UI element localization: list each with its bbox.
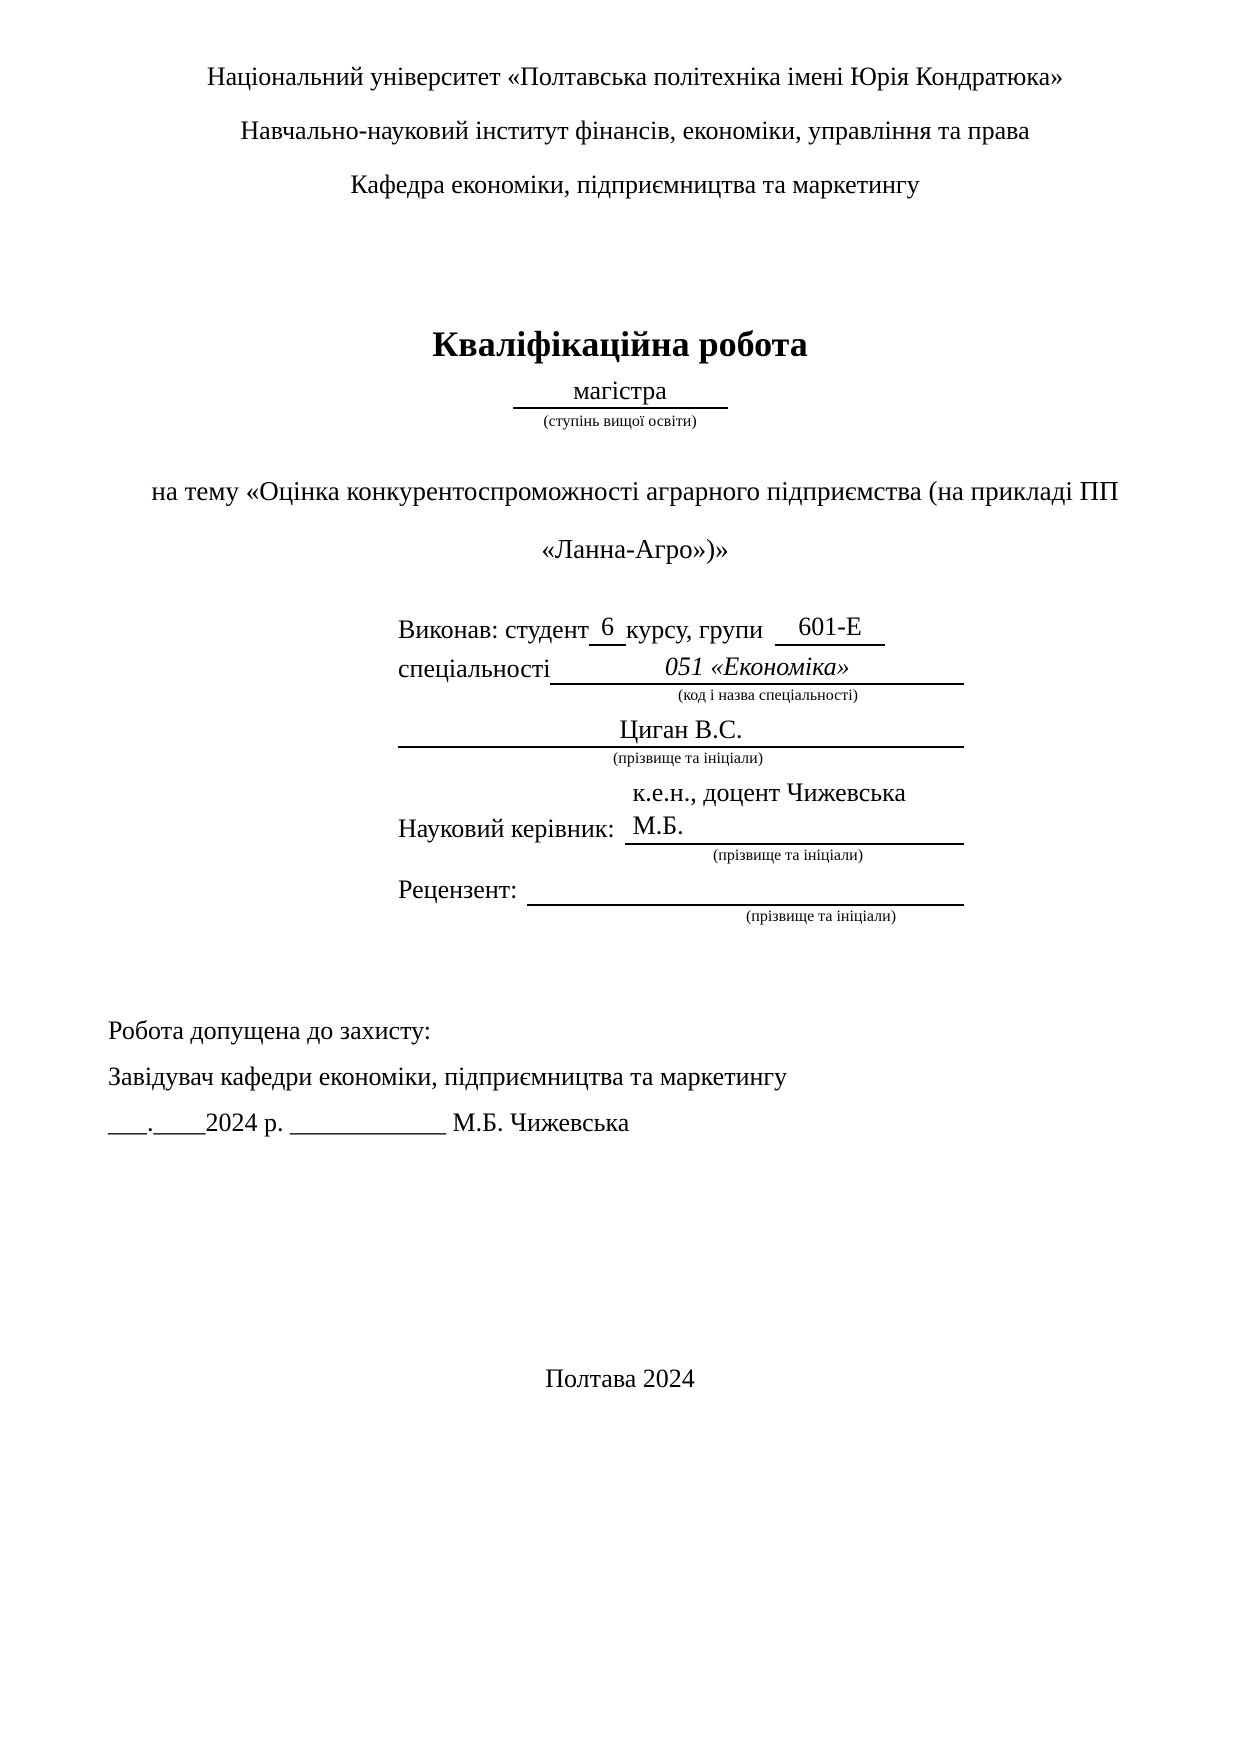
document-header bbox=[100, 50, 1170, 212]
degree-value: магістра bbox=[513, 376, 728, 409]
title-block bbox=[0, 322, 1240, 433]
specialty-value: 051 «Економіка» bbox=[550, 650, 964, 685]
supervisor-caption: (прізвище та ініціали) bbox=[712, 847, 864, 864]
institute-name: Навчально-науковий інститут фінансів, економіки, управління та права bbox=[240, 116, 1030, 145]
degree-caption: (ступінь вищої освіти) bbox=[543, 413, 697, 430]
performed-row bbox=[398, 610, 964, 646]
city-year: Полтава 2024 bbox=[545, 1364, 695, 1393]
reviewer-row bbox=[398, 873, 964, 906]
performed-prefix: Виконав: студент bbox=[398, 615, 589, 644]
university-name: Національний університет «Полтавська політехніка імені Юрія Кондратюка» bbox=[206, 62, 1064, 91]
supervisor-value: к.е.н., доцент Чижевська М.Б. bbox=[625, 776, 964, 845]
group-number: 601-Е bbox=[775, 610, 885, 646]
course-number: 6 bbox=[589, 610, 626, 646]
admission-line1: Робота допущена до захисту: bbox=[108, 1016, 431, 1045]
supervisor-row bbox=[398, 776, 964, 845]
admission-date-line: ___.____2024 р. ____________ М.Б. Чижевська bbox=[108, 1108, 630, 1137]
degree-line bbox=[0, 376, 1240, 409]
supervisor-label: Науковий керівник: bbox=[398, 814, 615, 843]
specialty-caption: (код і назва спеціальності) bbox=[678, 687, 858, 704]
specialty-row bbox=[398, 650, 964, 685]
department-name: Кафедра економіки, підприємництва та маркетингу bbox=[350, 170, 920, 199]
work-title: Кваліфікаційна робота bbox=[432, 324, 808, 364]
performed-middle: курсу, групи bbox=[626, 615, 764, 644]
reviewer-label: Рецензент: bbox=[398, 875, 518, 904]
credits-block bbox=[398, 610, 964, 930]
thesis-theme: на тему «Оцінка конкурентоспроможності аграрного підприємства (на прикладі ПП «Ланна-Агро»)» bbox=[151, 476, 1119, 564]
admission-block bbox=[108, 1008, 1160, 1146]
student-name-line: Циган В.С. bbox=[398, 713, 964, 748]
reviewer-caption: (прізвище та ініціали) bbox=[745, 908, 897, 925]
student-name-caption: (прізвище та ініціали) bbox=[612, 750, 764, 767]
specialty-label: спеціальності bbox=[398, 654, 551, 683]
admission-line2: Завідувач кафедри економіки, підприємництва та маркетингу bbox=[108, 1062, 788, 1091]
